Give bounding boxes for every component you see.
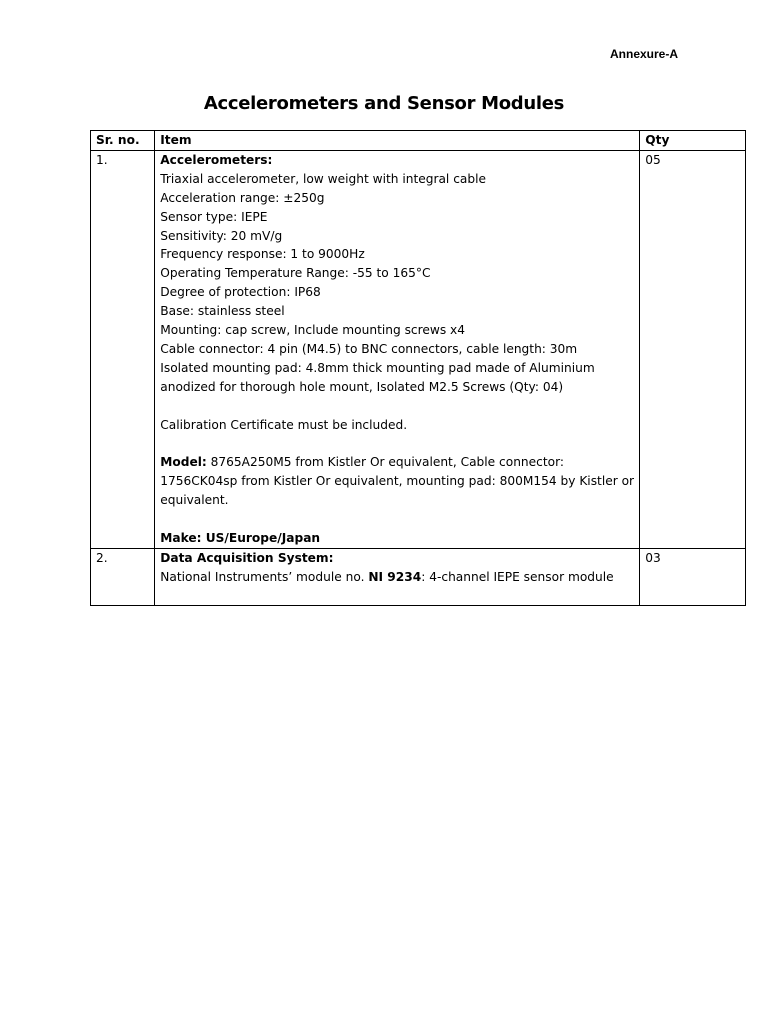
spec-line: Sensitivity: 20 mV/g [160,228,283,243]
spec-line: Cable connector: 4 pin (M4.5) to BNC connectors, cable length: 30m [160,341,578,356]
page-title: Accelerometers and Sensor Modules [203,93,565,114]
model-text: 8765A250M5 from Kistler Or equivalent, Cable connector: 1756CK04sp from Kistler Or equivalent, mounting pad: 800M154 by Kistler or equivalent. [160,455,635,508]
spec-line: Isolated mounting pad: 4.8mm thick mounting pad made of Aluminium anodized for thorough hole mount, Isolated M2.5 Screws (Qty: 04) [160,360,595,394]
qty-cell: 03 [640,548,746,605]
model-paragraph [160,453,634,510]
column-header-item: Item [155,131,640,151]
spacer [160,510,634,529]
item-description [160,568,634,587]
spacer [160,397,634,416]
spec-line: Frequency response: 1 to 9000Hz [160,247,365,262]
item-cell [155,548,640,605]
table-row [91,150,746,548]
annexure-label: Annexure-A [610,47,679,61]
spec-line: Sensor type: IEPE [160,209,268,224]
calibration-note: Calibration Certificate must be included. [160,417,408,432]
module-number: NI 9234 [368,569,422,584]
item-cell [155,150,640,548]
spec-line: Acceleration range: ±250g [160,190,325,205]
spec-line: Base: stainless steel [160,304,285,319]
spec-line: Operating Temperature Range: -55 to 165°C [160,266,431,281]
desc-suffix: : 4-channel IEPE sensor module [421,569,614,584]
spec-line: Mounting: cap screw, Include mounting screws x4 [160,323,466,338]
desc-prefix: National Instruments’ module no. [160,569,369,584]
item-heading: Data Acquisition System: [160,550,334,565]
items-table [90,130,746,606]
sr-no-cell: 1. [91,150,155,548]
model-label: Model: [160,455,207,470]
spec-line: Triaxial accelerometer, low weight with integral cable [160,171,486,186]
item-heading: Accelerometers: [160,152,273,167]
column-header-qty: Qty [640,131,746,151]
spec-line: Degree of protection: IP68 [160,285,321,300]
spacer [160,434,634,453]
column-header-sr-no: Sr. no. [91,131,155,151]
sr-no-cell: 2. [91,548,155,605]
make-line: Make: US/Europe/Japan [160,530,321,545]
table-header-row [91,131,746,151]
table-row [91,548,746,605]
qty-cell: 05 [640,150,746,548]
